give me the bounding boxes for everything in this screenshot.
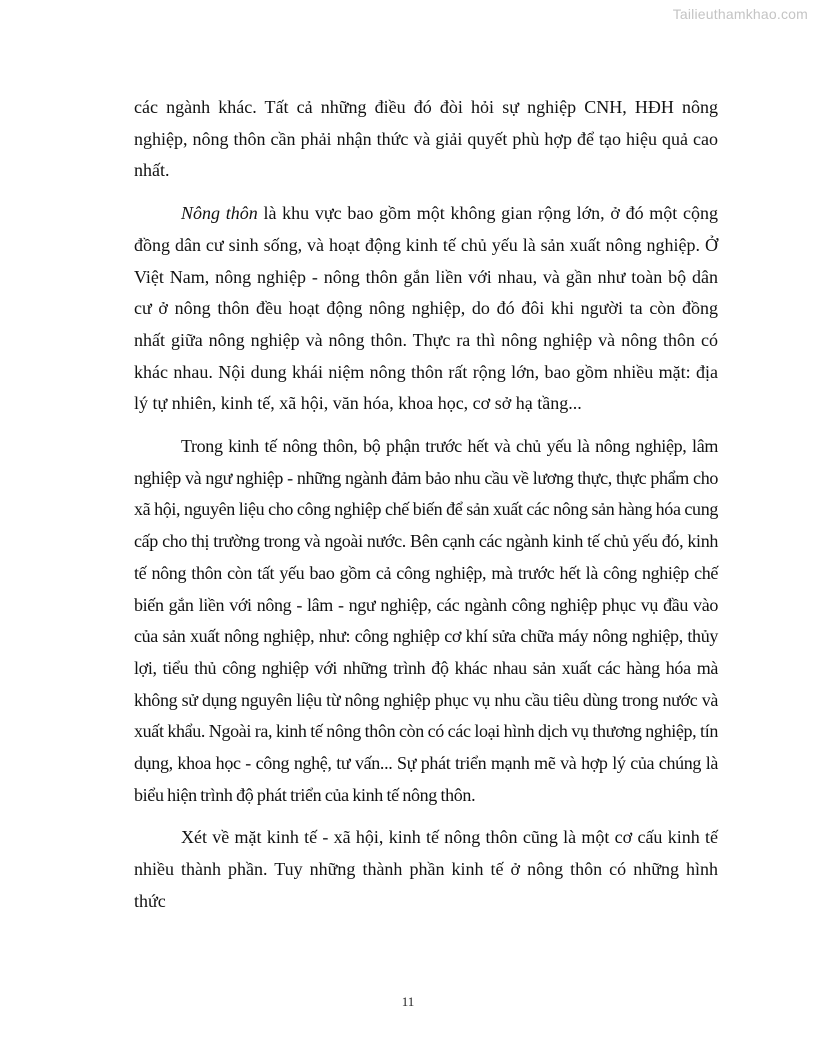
watermark-text: Tailieuthamkhao.com bbox=[672, 6, 808, 22]
paragraph-2-text: là khu vực bao gồm một không gian rộng lớn, ở đó một cộng đồng dân cư sinh sống, và hoạt động kinh tế chủ yếu là sản xuất nông nghiệp. Ở Việt Nam, nông nghiệp - nông thôn gắn liền với nhau, và gần như toàn bộ dân cư ở nông thôn đều hoạt động nông nghiệp, do đó đôi khi người ta còn đồng nhất giữa nông nghiệp và nông thôn. Thực ra thì nông nghiệp và nông thôn có khác nhau. Nội dung khái niệm nông thôn rất rộng lớn, bao gồm nhiều mặt: địa lý tự nhiên, kinh tế, xã hội, văn hóa, khoa học, cơ sở hạ tầng... bbox=[134, 203, 718, 414]
paragraph-2 bbox=[134, 198, 718, 420]
document-body bbox=[134, 92, 718, 929]
paragraph-1: các ngành khác. Tất cả những điều đó đòi hỏi sự nghiệp CNH, HĐH nông nghiệp, nông thôn cần phải nhận thức và giải quyết phù hợp để tạo hiệu quả cao nhất. bbox=[134, 97, 718, 181]
term-nong-thon: Nông thôn bbox=[181, 203, 258, 224]
paragraph-3: Trong kinh tế nông thôn, bộ phận trước hết và chủ yếu là nông nghiệp, lâm nghiệp và ngư nghiệp - những ngành đảm bảo nhu cầu về lương thực, thực phẩm cho xã hội, nguyên liệu cho công nghiệp chế biến để sản xuất các nông sản hàng hóa cung cấp cho thị trường trong và ngoài nước. Bên cạnh các ngành kinh tế chủ yếu đó, kinh tế nông thôn còn tất yếu bao gồm cả công nghiệp, mà trước hết là công nghiệp chế biến gắn liền với nông - lâm - ngư nghiệp, các ngành công nghiệp phục vụ đầu vào của sản xuất nông nghiệp, như: công nghiệp cơ khí sửa chữa máy nông nghiệp, thủy lợi, tiểu thủ công nghiệp với những trình độ khác nhau sản xuất các hàng hóa mà không sử dụng nguyên liệu từ nông nghiệp phục vụ nhu cầu tiêu dùng trong nước và xuất khẩu. Ngoài ra, kinh tế nông thôn còn có các loại hình dịch vụ thương nghiệp, tín dụng, khoa học - công nghệ, tư vấn... Sự phát triển mạnh mẽ và hợp lý của chúng là biểu hiện trình độ phát triển của kinh tế nông thôn. bbox=[134, 436, 718, 805]
paragraph-4: Xét về mặt kinh tế - xã hội, kinh tế nông thôn cũng là một cơ cấu kinh tế nhiều thành phần. Tuy những thành phần kinh tế ở nông thôn có những hình thức bbox=[134, 827, 718, 911]
page-number: 11 bbox=[401, 994, 415, 1009]
